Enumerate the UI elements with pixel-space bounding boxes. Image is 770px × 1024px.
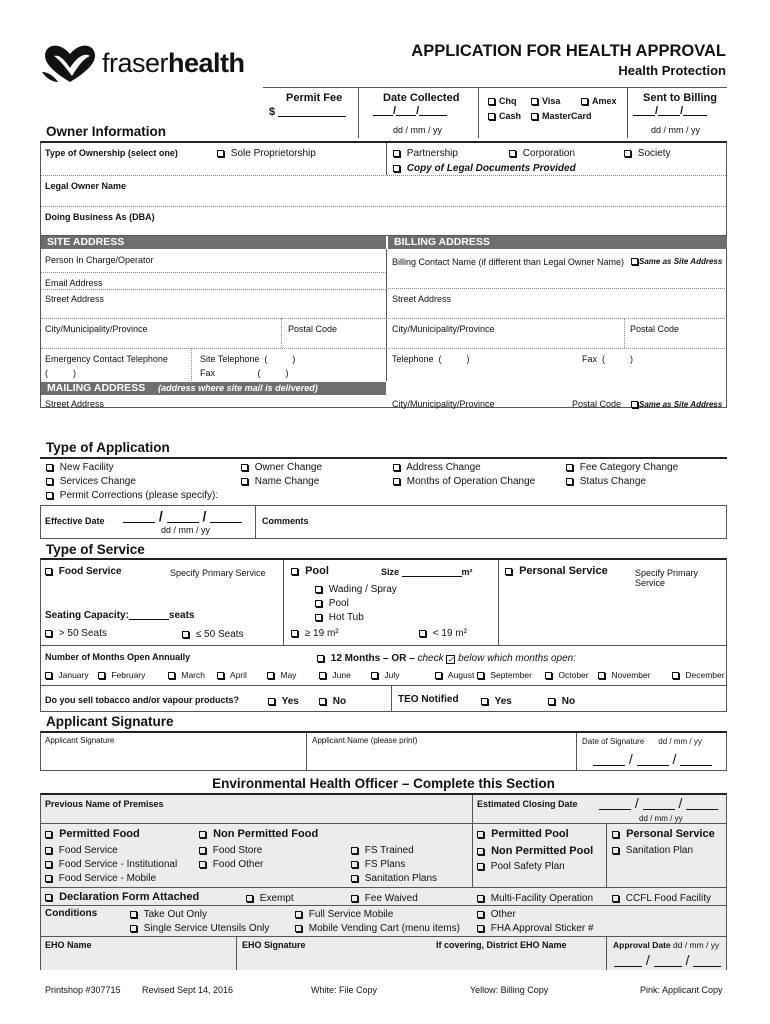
personal-specify-label: Specify Primary Service xyxy=(635,568,699,588)
non-permitted-pool-checkbox[interactable]: Non Permitted Pool xyxy=(477,845,593,857)
non-permitted-food-checkbox[interactable]: Non Permitted Food xyxy=(199,828,318,840)
permit-corrections-checkbox[interactable]: Permit Corrections (please specify): xyxy=(46,490,218,501)
est-closing-format: dd / mm / yy xyxy=(639,814,683,823)
site-postal-field[interactable]: Postal Code xyxy=(288,324,338,334)
food-service-mobile-checkbox[interactable]: Food Service - Mobile xyxy=(45,873,156,884)
billing-fax-field[interactable]: Fax ( ) xyxy=(582,354,634,364)
wading-spray-checkbox[interactable]: Wading / Spray xyxy=(315,584,397,595)
date-of-signature-field[interactable]: / / xyxy=(593,751,712,767)
declaration-form-checkbox[interactable]: Declaration Form Attached xyxy=(45,891,199,903)
tobacco-no-checkbox[interactable]: No xyxy=(319,696,346,707)
pool-size-field[interactable]: Size m² xyxy=(381,567,473,577)
eho-box xyxy=(40,793,727,970)
owner-change-checkbox[interactable]: Owner Change xyxy=(241,462,322,473)
fraserhealth-heart-icon xyxy=(40,42,102,86)
pool-checkbox[interactable]: Pool xyxy=(291,565,329,577)
date-collected-format: dd / mm / yy xyxy=(393,125,443,135)
visa-checkbox[interactable]: Visa xyxy=(531,96,560,106)
legal-owner-name-field[interactable]: Legal Owner Name xyxy=(45,181,127,191)
site-city-field[interactable]: City/Municipality/Province xyxy=(45,324,148,334)
teo-yes-checkbox[interactable]: Yes xyxy=(481,696,512,707)
dollar-sign: $ xyxy=(269,106,276,118)
month-checkbox-april[interactable]: April xyxy=(217,670,247,680)
exempt-checkbox[interactable]: Exempt xyxy=(246,893,294,904)
status-change-checkbox[interactable]: Status Change xyxy=(566,476,646,487)
est-closing-label: Estimated Closing Date xyxy=(477,799,578,809)
month-checkbox-september[interactable]: September xyxy=(477,670,532,680)
conditions-label: Conditions xyxy=(45,908,98,919)
billing-address-bar: BILLING ADDRESS xyxy=(386,236,727,249)
month-checkbox-june[interactable]: June xyxy=(319,670,351,680)
food-store-checkbox[interactable]: Food Store xyxy=(199,845,262,856)
month-checkbox-march[interactable]: March xyxy=(168,670,205,680)
owner-info-heading: Owner Information xyxy=(46,124,167,139)
dba-field[interactable]: Doing Business As (DBA) xyxy=(45,212,155,222)
ge-19-m2-checkbox[interactable]: ≥ 19 m² xyxy=(291,628,339,639)
months-change-checkbox[interactable]: Months of Operation Change xyxy=(393,476,535,487)
fs-trained-checkbox[interactable]: FS Trained xyxy=(351,845,414,856)
permit-fee-field[interactable] xyxy=(269,106,346,118)
le-50-seats-checkbox[interactable]: ≤ 50 Seats xyxy=(182,629,244,640)
footer-white-copy: White: File Copy xyxy=(311,985,378,995)
approval-date-field[interactable]: / / xyxy=(614,952,721,968)
est-closing-field[interactable]: / / xyxy=(599,795,718,811)
eho-heading: Environmental Health Officer – Complete this Section xyxy=(212,776,555,791)
effective-date-label: Effective Date xyxy=(45,516,105,526)
effective-date-field[interactable]: / / xyxy=(123,508,242,524)
twelve-months-checkbox[interactable]: 12 Months – OR – check ✓ below which months open: xyxy=(317,653,576,664)
fee-change-checkbox[interactable]: Fee Category Change xyxy=(566,462,678,473)
emergency-contact-field[interactable]: Emergency Contact Telephone xyxy=(45,354,168,364)
fee-box xyxy=(263,87,727,137)
food-specify-label: Specify Primary Service xyxy=(170,568,266,578)
month-checkbox-december[interactable]: December xyxy=(672,670,725,680)
mobile-vending-cart-checkbox[interactable]: Mobile Vending Cart (menu items) xyxy=(295,923,460,934)
gt-50-seats-checkbox[interactable]: > 50 Seats xyxy=(45,628,107,639)
permitted-pool-checkbox[interactable]: Permitted Pool xyxy=(477,828,569,840)
ownership-type-label: Type of Ownership (select one) xyxy=(45,148,178,158)
teo-notified-label: TEO Notified xyxy=(398,694,459,705)
logo xyxy=(40,42,250,86)
month-checkbox-may[interactable]: May xyxy=(267,670,296,680)
seating-capacity-field[interactable]: Seating Capacity: seats xyxy=(45,610,195,621)
personal-service-checkbox[interactable]: Personal Service xyxy=(505,565,608,577)
application-heading: Type of Application xyxy=(46,440,170,455)
eho-signature-field[interactable]: EHO Signature xyxy=(242,940,306,950)
name-change-checkbox[interactable]: Name Change xyxy=(241,476,319,487)
month-checkbox-july[interactable]: July xyxy=(371,670,400,680)
food-service-institutional-checkbox[interactable]: Food Service - Institutional xyxy=(45,859,177,870)
month-checkbox-november[interactable]: November xyxy=(598,670,651,680)
billing-telephone-field[interactable]: Telephone ( ) xyxy=(392,354,470,364)
effective-date-format: dd / mm / yy xyxy=(161,525,211,535)
form-subtitle: Health Protection xyxy=(618,63,726,78)
person-in-charge-field[interactable]: Person In Charge/Operator xyxy=(45,255,154,265)
single-service-checkbox[interactable]: Single Service Utensils Only xyxy=(130,923,269,934)
chq-checkbox[interactable]: Chq xyxy=(488,96,517,106)
eho-food-service-checkbox[interactable]: Food Service xyxy=(45,845,118,856)
fs-plans-checkbox[interactable]: FS Plans xyxy=(351,859,405,870)
partnership-checkbox[interactable]: Partnership xyxy=(393,148,458,159)
take-out-checkbox[interactable]: Take Out Only xyxy=(130,909,207,920)
effective-date-box xyxy=(40,505,727,539)
new-facility-checkbox[interactable]: New Facility xyxy=(46,462,114,473)
applicant-name-field[interactable]: Applicant Name (please print) xyxy=(312,736,418,745)
date-of-signature-label: Date of Signature dd / mm / yy xyxy=(582,737,702,746)
approval-date-label: Approval Date dd / mm / yy xyxy=(613,940,720,950)
sanitation-plans-checkbox[interactable]: Sanitation Plans xyxy=(351,873,437,884)
pool-safety-plan-checkbox[interactable]: Pool Safety Plan xyxy=(477,861,565,872)
food-service-checkbox[interactable]: Food Service xyxy=(45,566,122,577)
footer-pink-copy: Pink: Applicant Copy xyxy=(640,985,723,995)
mailing-city-field[interactable]: City/Municipality/Province xyxy=(392,399,495,409)
mailing-address-bar: MAILING ADDRESS (address where site mail is delivered) xyxy=(41,382,386,395)
month-checkbox-january[interactable]: January xyxy=(45,670,89,680)
permit-fee-label: Permit Fee xyxy=(286,92,343,104)
society-checkbox[interactable]: Society xyxy=(624,148,671,159)
amex-checkbox[interactable]: Amex xyxy=(581,96,617,106)
full-service-mobile-checkbox[interactable]: Full Service Mobile xyxy=(295,909,393,920)
ccfl-checkbox[interactable]: CCFL Food Facility xyxy=(612,893,711,904)
sent-to-billing-label: Sent to Billing xyxy=(643,92,717,104)
eho-personal-service-checkbox[interactable]: Personal Service xyxy=(612,828,715,840)
teo-no-checkbox[interactable]: No xyxy=(548,696,575,707)
billing-same-as-site-checkbox[interactable]: Same as Site Address xyxy=(631,257,722,266)
mastercard-checkbox[interactable]: MasterCard xyxy=(531,111,592,121)
date-collected-field[interactable]: / / xyxy=(373,105,447,117)
signature-box xyxy=(40,731,727,771)
billing-city-field[interactable]: City/Municipality/Province xyxy=(392,324,495,334)
footer-yellow-copy: Yellow: Billing Copy xyxy=(470,985,549,995)
months-open-label: Number of Months Open Annually xyxy=(45,652,191,662)
hot-tub-checkbox[interactable]: Hot Tub xyxy=(315,612,364,623)
site-telephone-field[interactable]: Site Telephone ( ) xyxy=(200,354,296,364)
tobacco-yes-checkbox[interactable]: Yes xyxy=(268,696,299,707)
footer-printshop: Printshop #307715 xyxy=(45,985,121,995)
service-heading: Type of Service xyxy=(46,542,145,557)
pool-type-checkbox[interactable]: Pool xyxy=(315,598,349,609)
corporation-checkbox[interactable]: Corporation xyxy=(509,148,575,159)
site-address-bar: SITE ADDRESS xyxy=(41,236,386,249)
applicant-signature-field[interactable]: Applicant Signature xyxy=(45,736,115,745)
site-street-field[interactable]: Street Address xyxy=(45,294,105,304)
fha-sticker-checkbox[interactable]: FHA Approval Sticker # xyxy=(477,923,594,934)
address-box xyxy=(40,236,727,408)
comments-field[interactable]: Comments xyxy=(262,516,309,526)
sent-to-billing-format: dd / mm / yy xyxy=(651,125,701,135)
address-change-checkbox[interactable]: Address Change xyxy=(393,462,481,473)
multi-facility-checkbox[interactable]: Multi-Facility Operation xyxy=(477,893,593,904)
other-checkbox[interactable]: Other xyxy=(477,909,516,920)
eho-name-field[interactable]: EHO Name xyxy=(45,940,92,950)
mailing-postal-field[interactable]: Postal Code xyxy=(572,399,622,409)
month-checkbox-august[interactable]: August xyxy=(435,670,474,680)
form-title: APPLICATION FOR HEALTH APPROVAL xyxy=(411,42,726,60)
previous-name-field[interactable]: Previous Name of Premises xyxy=(45,799,164,809)
signature-heading: Applicant Signature xyxy=(46,714,174,729)
permitted-food-checkbox[interactable]: Permitted Food xyxy=(45,828,140,840)
mailing-same-as-site-checkbox[interactable]: Same as Site Address xyxy=(631,400,722,409)
billing-contact-field[interactable]: Billing Contact Name (if different than Legal Owner Name) xyxy=(392,257,624,267)
logo-text-fraser: fraser xyxy=(102,48,169,78)
emergency-contact-paren: ( ) xyxy=(45,368,76,378)
service-box xyxy=(40,558,727,712)
checkmark-icon: ✓ xyxy=(447,655,455,664)
lt-19-m2-checkbox[interactable]: < 19 m² xyxy=(419,628,467,639)
logo-text-health: health xyxy=(168,48,245,78)
sent-to-billing-field[interactable]: / / xyxy=(633,105,707,117)
sanitation-plan-checkbox[interactable]: Sanitation Plan xyxy=(612,845,693,856)
food-other-checkbox[interactable]: Food Other xyxy=(199,859,263,870)
tobacco-question: Do you sell tobacco and/or vapour products? xyxy=(45,695,240,705)
mailing-street-field[interactable]: Street Address xyxy=(45,399,105,409)
month-checkbox-february[interactable]: February xyxy=(98,670,145,680)
district-eho-field[interactable]: If covering, District EHO Name xyxy=(436,940,567,950)
fee-waived-checkbox[interactable]: Fee Waived xyxy=(351,893,418,904)
month-checkbox-october[interactable]: October xyxy=(545,670,589,680)
sole-proprietorship-checkbox[interactable]: Sole Proprietorship xyxy=(217,148,316,159)
footer-revised: Revised Sept 14, 2016 xyxy=(142,985,234,995)
owner-info-box xyxy=(40,141,727,236)
services-change-checkbox[interactable]: Services Change xyxy=(46,476,136,487)
email-field[interactable]: Email Address xyxy=(45,278,103,288)
billing-street-field[interactable]: Street Address xyxy=(392,294,452,304)
date-collected-label: Date Collected xyxy=(383,92,460,104)
billing-postal-field[interactable]: Postal Code xyxy=(630,324,680,334)
cash-checkbox[interactable]: Cash xyxy=(488,111,521,121)
copy-legal-docs-checkbox[interactable]: Copy of Legal Documents Provided xyxy=(393,163,576,174)
site-fax-field[interactable]: Fax ( ) xyxy=(200,368,289,378)
